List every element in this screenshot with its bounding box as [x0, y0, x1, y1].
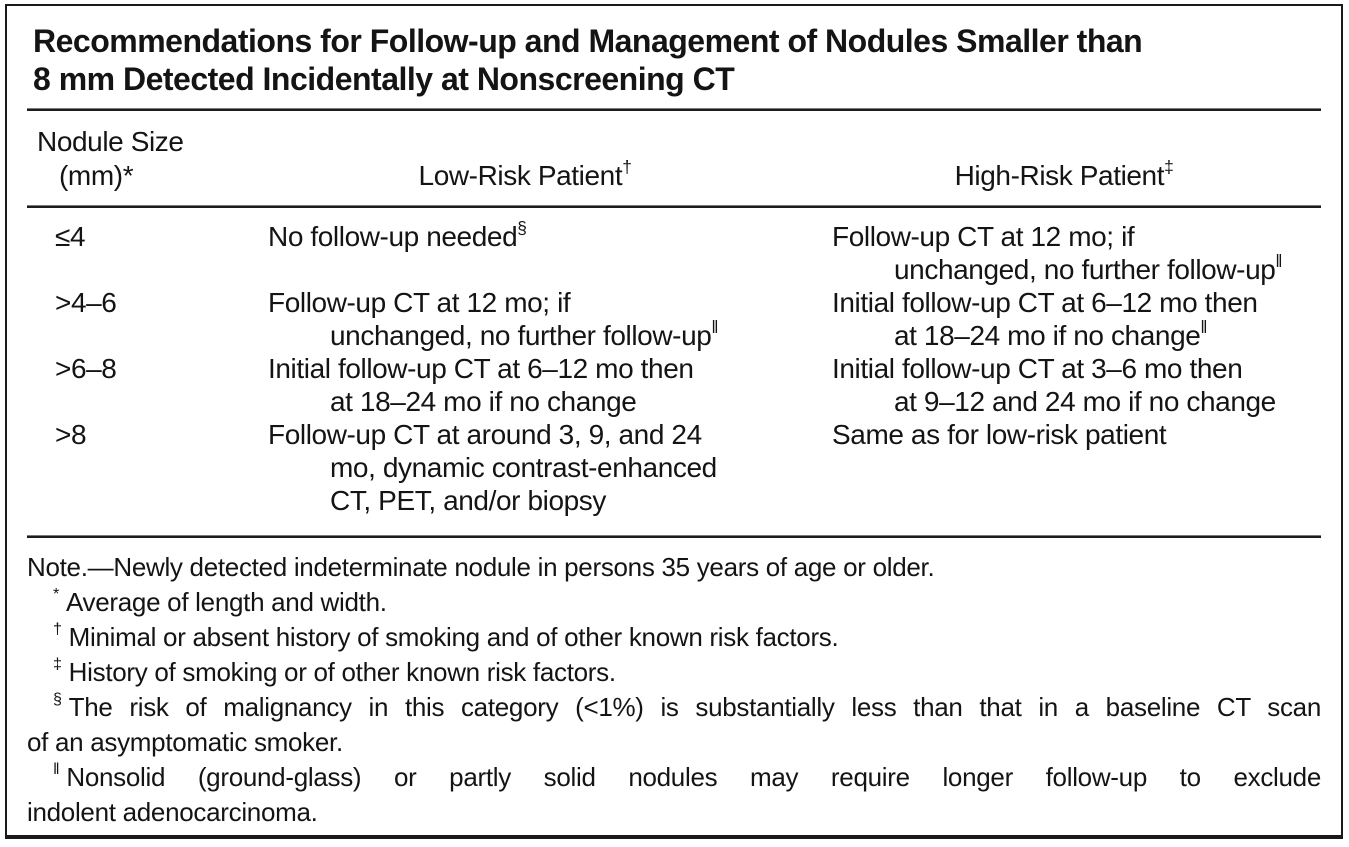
- table-header-row: [27, 111, 1321, 205]
- footnote-text: Average of length and width.: [65, 587, 387, 617]
- cell-line-continuation: [268, 451, 807, 484]
- nodule-size-cell: >4–6: [55, 287, 117, 318]
- table-row-le4: [27, 217, 1321, 286]
- cell-line: [268, 217, 807, 253]
- column-header-low-risk: [243, 156, 807, 193]
- double-bar-footnote-marker: ‖: [1275, 250, 1283, 271]
- footnote-line: [27, 760, 1321, 795]
- section-footnote-marker: §: [517, 217, 527, 238]
- double-bar-footnote-marker: ‖: [53, 760, 60, 779]
- footnote-line-continuation: indolent adenocarcinoma.: [27, 797, 318, 827]
- cell-text: Same as for low-risk patient: [832, 419, 1167, 450]
- footnote-text: The risk of malignancy in this category (<1%) is substantially less than that in a baseline CT scan: [68, 692, 1321, 722]
- footnote-text: Minimal or absent history of smoking and of other known risk factors.: [68, 622, 839, 652]
- cell-text: No follow-up needed: [268, 221, 518, 252]
- figure-title: [33, 22, 1319, 98]
- table-row-6-8: [27, 352, 1321, 418]
- cell-text: Follow-up CT at 12 mo; if: [268, 287, 571, 318]
- nodule-size-cell: >6–8: [55, 353, 117, 384]
- cell-line: [268, 286, 807, 319]
- column-header-nodule-size-line-1: Nodule Size: [37, 126, 184, 157]
- section-footnote-marker: §: [53, 690, 62, 709]
- low-risk-cell: [243, 217, 807, 286]
- high-risk-cell: [807, 286, 1321, 352]
- low-risk-cell: [243, 418, 807, 517]
- footnote-line-continuation: of an asymptomatic smoker.: [27, 727, 343, 757]
- asterisk-footnote-marker: *: [53, 585, 59, 604]
- figure-title-line-2: 8 mm Detected Incidentally at Nonscreening CT: [33, 61, 735, 97]
- cell-line: [832, 418, 1321, 451]
- double-bar-footnote-marker: ‖: [1200, 316, 1208, 337]
- low-risk-cell: [243, 286, 807, 352]
- double-dagger-footnote-marker: ‡: [53, 655, 62, 674]
- double-bar-footnote-marker: ‖: [711, 316, 719, 337]
- footnote-text: History of smoking or of other known risk factors.: [68, 657, 616, 687]
- cell-text: Initial follow-up CT at 6–12 mo then: [832, 287, 1258, 318]
- cell-text: unchanged, no further follow-up: [330, 320, 712, 351]
- cell-line: [268, 352, 807, 385]
- cell-line-continuation: [268, 484, 807, 517]
- high-risk-cell: [807, 418, 1321, 517]
- high-risk-cell: [807, 352, 1321, 418]
- table-note: Note.—Newly detected indeterminate nodule in persons 35 years of age or older.: [27, 552, 935, 582]
- cell-line-continuation: [832, 250, 1321, 286]
- footnote-line: [27, 690, 1321, 725]
- cell-text: CT, PET, and/or biopsy: [330, 485, 606, 516]
- cell-text: unchanged, no further follow-up: [894, 254, 1276, 285]
- cell-text: Initial follow-up CT at 6–12 mo then: [268, 353, 694, 384]
- table-row-gt8: [27, 418, 1321, 517]
- footnote-low-risk-definition: [27, 620, 1321, 655]
- cell-line: [832, 220, 1321, 253]
- figure-box: [5, 4, 1343, 839]
- cell-line-continuation: [832, 316, 1321, 352]
- nodule-size-cell: >8: [55, 419, 87, 450]
- column-header-high-risk: [807, 156, 1321, 193]
- footnotes-block: [27, 538, 1321, 830]
- low-risk-cell: [243, 352, 807, 418]
- cell-text: mo, dynamic contrast-enhanced: [330, 452, 717, 483]
- figure-title-line-1: Recommendations for Follow-up and Management of Nodules Smaller than: [33, 23, 1143, 59]
- double-dagger-footnote-marker: ‡: [1164, 156, 1174, 177]
- column-header-high-risk-label: High-Risk Patient: [954, 160, 1165, 191]
- cell-line: [832, 352, 1321, 385]
- footnote-average: [27, 585, 1321, 620]
- table-body: [27, 208, 1321, 535]
- cell-text: at 9–12 and 24 mo if no change: [894, 386, 1276, 417]
- high-risk-cell: [807, 220, 1321, 286]
- column-header-nodule-size-line-2: (mm)*: [59, 160, 134, 191]
- cell-text: Initial follow-up CT at 3–6 mo then: [832, 353, 1243, 384]
- footnote-high-risk-definition: [27, 655, 1321, 690]
- column-header-nodule-size: [27, 125, 243, 193]
- nodule-size-cell: ≤4: [55, 221, 86, 252]
- dagger-footnote-marker: †: [622, 156, 632, 177]
- figure-content: [7, 22, 1341, 830]
- footnote-malignancy-risk: [27, 690, 1321, 760]
- cell-line: [268, 418, 807, 451]
- cell-text: Follow-up CT at 12 mo; if: [832, 221, 1135, 252]
- dagger-footnote-marker: †: [53, 620, 62, 639]
- cell-text: at 18–24 mo if no change: [330, 386, 637, 417]
- footnote-text: Nonsolid (ground-glass) or partly solid nodules may require longer follow-up to exclude: [66, 762, 1321, 792]
- cell-line-continuation: [268, 316, 807, 352]
- table-row-4-6: [27, 286, 1321, 352]
- cell-line: [832, 286, 1321, 319]
- cell-text: Follow-up CT at around 3, 9, and 24: [268, 419, 702, 450]
- column-header-low-risk-label: Low-Risk Patient: [418, 160, 623, 191]
- cell-text: at 18–24 mo if no change: [894, 320, 1201, 351]
- cell-line-continuation: [268, 385, 807, 418]
- cell-line-continuation: [832, 385, 1321, 418]
- footnote-nonsolid-nodules: [27, 760, 1321, 830]
